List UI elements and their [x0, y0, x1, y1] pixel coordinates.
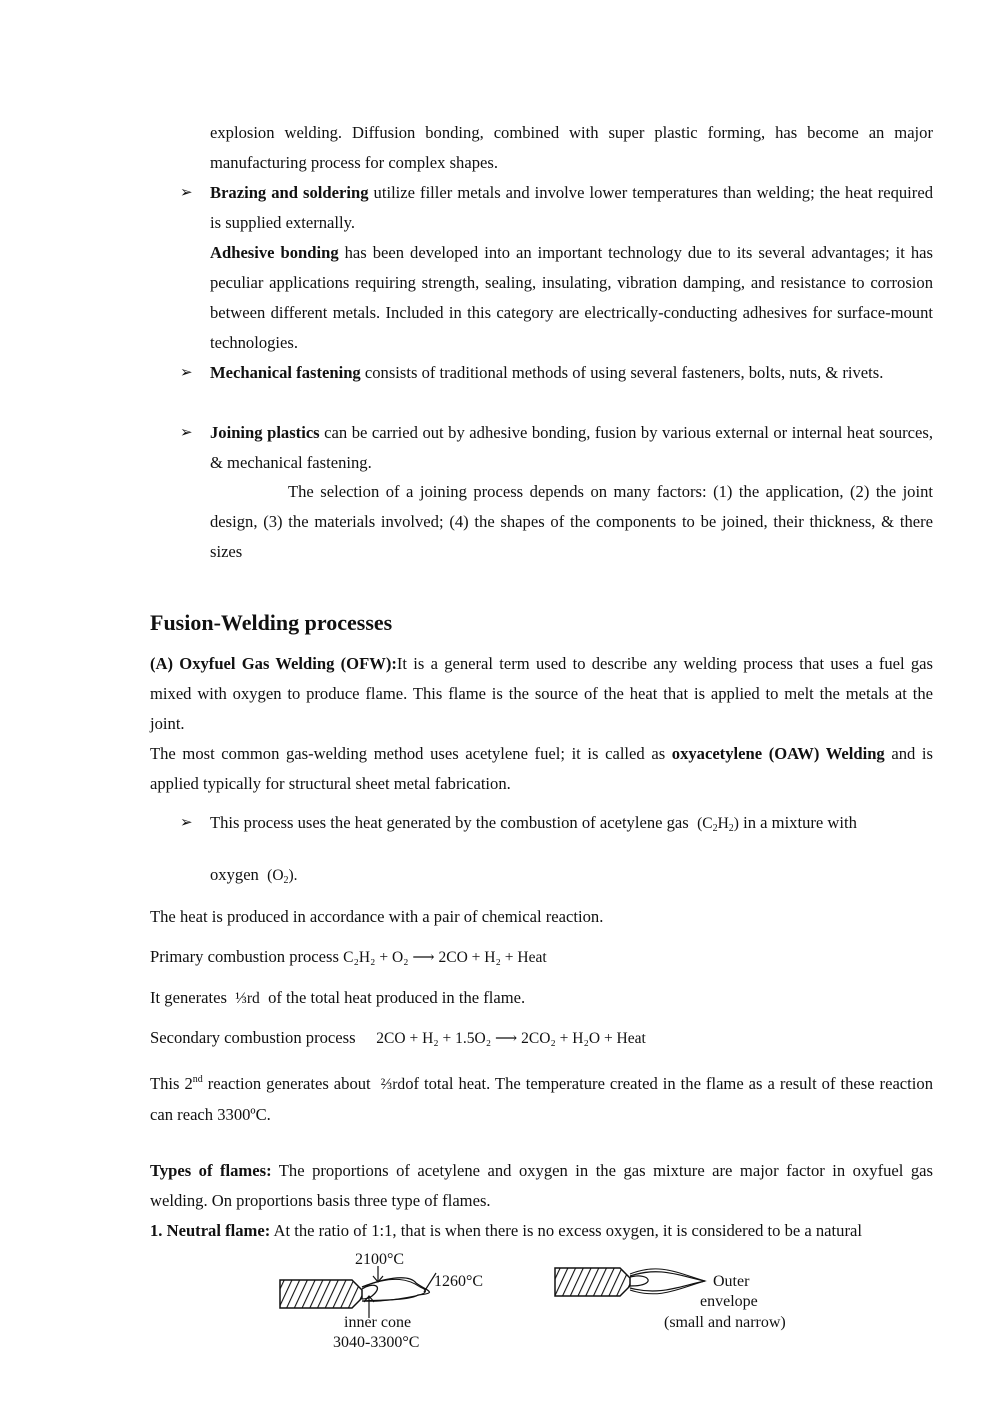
label-1260: 1260°C	[434, 1273, 484, 1290]
bullet-arrow-icon: ➢	[180, 815, 193, 831]
fraction: ⅓rd	[235, 990, 260, 1007]
term: (A) Oxyfuel Gas Welding (OFW):	[150, 654, 397, 673]
bullet-arrow-icon: ➢	[180, 425, 193, 441]
text: has been developed into an important technology due to its several advantages; it has peculiar applications requiring strength, sealing, insulating, vibration damping, and resistance to corrosion between different metals. Included in this category are electrically-conducting adhesives for surface-mount technologies.	[210, 243, 933, 352]
bullet-arrow-icon: ➢	[180, 185, 193, 201]
label-inner-temp: 3040-3300°C	[333, 1334, 420, 1351]
equation: C₂H₂ + O₂ ⟶ 2CO + H₂ + Heat	[343, 949, 547, 966]
text: At the ratio of 1:1, that is when there is no excess oxygen, it is considered to be a natural	[270, 1221, 862, 1240]
text: It generates	[150, 988, 227, 1007]
term: Brazing and soldering	[210, 183, 369, 202]
text: and is applied typically for structural sheet metal fabrication.	[150, 744, 933, 793]
paragraph-heat: The heat is produced in accordance with a pair of chemical reaction.	[150, 907, 604, 926]
term: Mechanical fastening	[210, 363, 361, 382]
label: Primary combustion process	[150, 947, 339, 966]
formula-oxygen: $(O_2)$.	[267, 867, 298, 886]
label: Secondary combustion process	[150, 1028, 356, 1047]
text: can be carried out by adhesive bonding, fusion by various external or internal heat sources, & mechanical fastening.	[210, 423, 933, 472]
text: This process uses the heat generated by the combustion of acetylene gas	[210, 813, 689, 832]
fraction: ⅔rd	[380, 1076, 406, 1093]
label-envelope: envelope	[700, 1293, 758, 1310]
label-small-narrow: (small and narrow)	[664, 1314, 786, 1331]
text: reaction generates about	[202, 1074, 371, 1093]
label-inner-cone: inner cone	[344, 1314, 412, 1331]
text: consists of traditional methods of using several fasteners, bolts, nuts, & rivets.	[360, 363, 884, 382]
second-torch	[555, 1268, 786, 1331]
text: utilize filler metals and involve lower temperatures than welding; the heat required is supplied externally.	[210, 183, 933, 232]
label-2100: 2100°C	[355, 1251, 405, 1268]
text: oxygen	[210, 865, 259, 884]
label-outer: Outer	[713, 1273, 750, 1290]
text: The most common gas-welding method uses acetylene fuel; it is called as	[150, 744, 672, 763]
text: of total heat. The temperature created in the flame as a result of these reaction can reach 3300ºC.	[150, 1074, 933, 1124]
formula-acetylene: $(C_2H_2)$	[697, 815, 739, 834]
equation: 2CO + H₂ + 1.5O₂ ⟶ 2CO₂ + H₂O + Heat	[376, 1030, 646, 1047]
text: in a mixture with	[743, 813, 857, 832]
term: 1. Neutral flame:	[150, 1221, 271, 1240]
term: Types of flames:	[150, 1161, 272, 1180]
paragraph-selection: The selection of a joining process depends on many factors: (1) the application, (2) the joint design, (3) the materials involved; (4) the shapes of the components to be joined, their thickness, & there sizes	[210, 482, 933, 561]
neutral-torch	[280, 1251, 483, 1351]
term: oxyacetylene (OAW) Welding	[671, 744, 885, 763]
text: of the total heat produced in the flame.	[268, 988, 526, 1007]
text: The proportions of acetylene and oxygen in the gas mixture are major factor in oxyfuel gas welding. On proportions basis three type of flames.	[150, 1161, 933, 1210]
section-heading: Fusion-Welding processes	[150, 610, 393, 635]
bullet-arrow-icon: ➢	[180, 365, 193, 381]
term: Adhesive bonding	[210, 243, 339, 262]
text: This 2	[150, 1074, 193, 1093]
paragraph-diffusion: explosion welding. Diffusion bonding, combined with super plastic forming, has become an major manufacturing process for complex shapes.	[210, 123, 933, 172]
text: It is a general term used to describe any welding process that uses a fuel gas mixed with oxygen to produce flame. This flame is the source of the heat that is applied to melt the metals at the joint.	[150, 654, 933, 733]
term: Joining plastics	[210, 423, 320, 442]
superscript: nd	[192, 1074, 203, 1085]
